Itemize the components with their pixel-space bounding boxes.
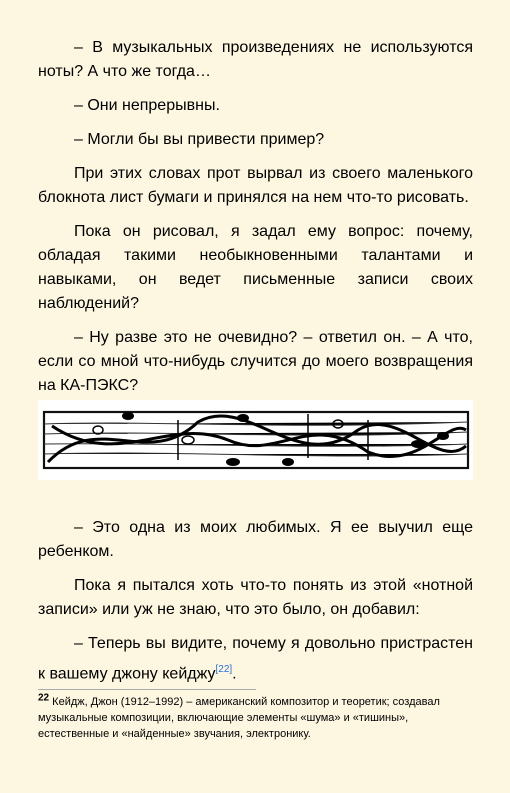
notation-drawing [38,400,473,480]
paragraph: Пока он рисовал, я задал ему вопрос: почему, обладая такими необыкновенными талантами и навыками, он ведет письменные записи своих наблюдений? [38,223,473,312]
paragraph: – Могли бы вы привести пример? [74,131,325,148]
footnote-divider [38,689,256,690]
paragraph: – Они непрерывны. [74,97,220,114]
footnote-link[interactable]: [22] [215,664,233,675]
paragraph: При этих словах прот вырвал из своего маленького блокнота лист бумаги и принялся на нем что-то рисовать. [38,165,473,206]
top-text [38,36,473,442]
paragraph: – В музыкальных произведениях не используются ноты? А что же тогда… [38,39,473,80]
paragraph: Пока я пытался хоть что-то понять из этой «нотной записи» или уж не знаю, что это было, он добавил: [38,577,473,618]
paragraph: – Теперь вы видите, почему я довольно пристрастен к вашему джону кейджу[22]. [38,635,473,683]
paragraph-text: – Теперь вы видите, почему я довольно пристрастен к вашему джону кейджу [38,635,473,683]
paragraph: – Это одна из моих любимых. Я ее выучил еще ребенком. [38,519,473,560]
footnote-text: Кейдж, Джон (1912–1992) – американский композитор и теоретик; создавал музыкальные композиции, включающие элементы «шума» и «тишины», естественные и «найденные» звучания, электронику. [38,696,440,740]
footnote [38,694,473,742]
footnote-number: 22 [38,692,50,704]
paragraph: – Ну разве это не очевидно? – ответил он. – А что, если со мной что-нибудь случится до моего возвращения на КА-ПЭКС? [38,329,473,394]
music-notation-image [38,400,473,480]
bottom-text [38,516,473,696]
